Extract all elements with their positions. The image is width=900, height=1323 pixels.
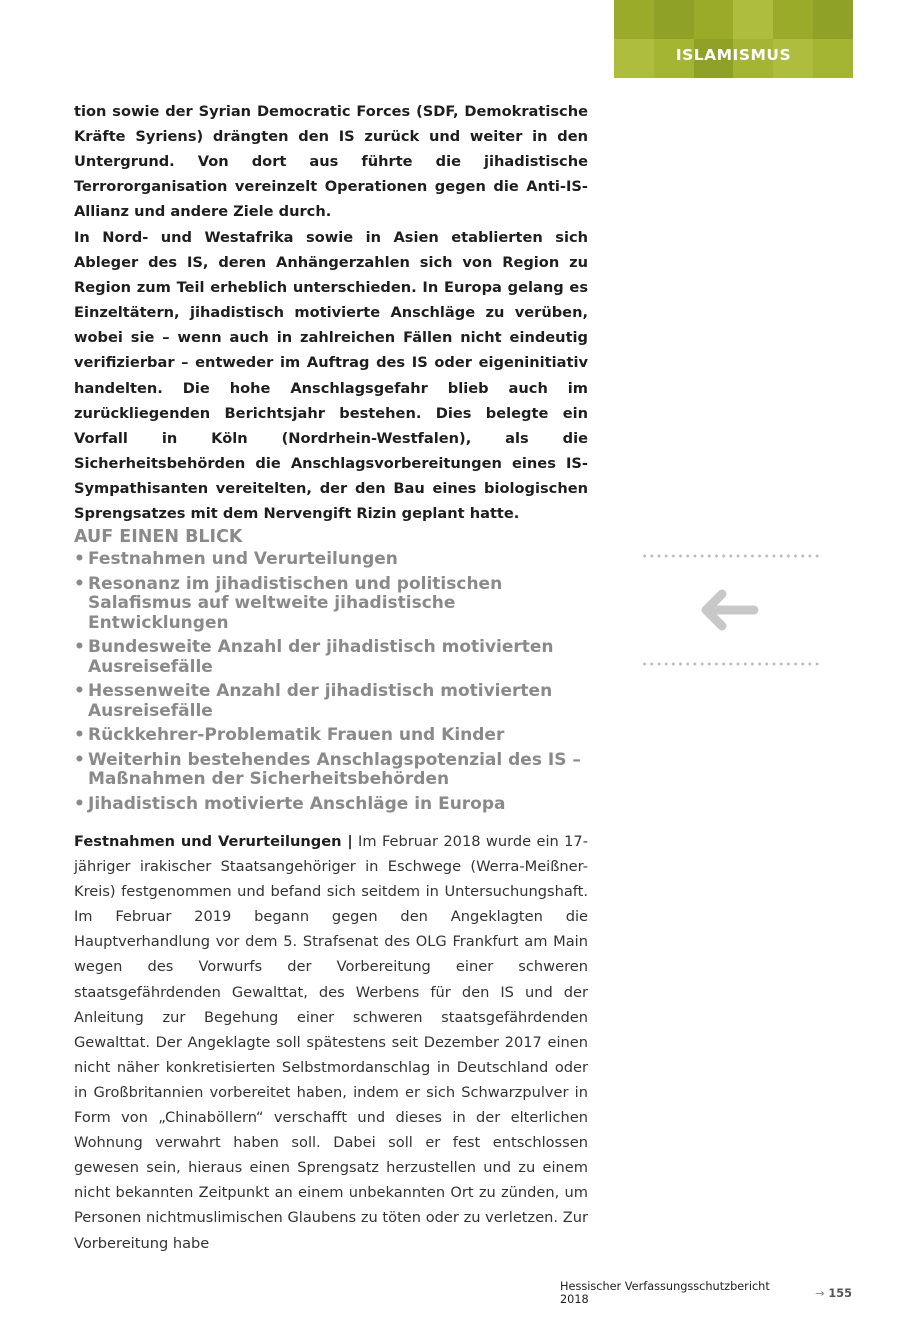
arrow-right-icon: → (814, 1286, 825, 1300)
overview-item: • Bundesweite Anzahl der jihadistisch motivierten Ausreisefälle (74, 638, 588, 677)
overview-item: • Hessenweite Anzahl der jihadistisch motivierten Ausreisefälle (74, 682, 588, 721)
overview-item: • Resonanz im jihadistischen und politischen Salafismus auf weltweite jihadistische Entwicklungen (74, 575, 588, 634)
body-paragraph-1: tion sowie der Syrian Democratic Forces (SDF, Demokratische Kräfte Syriens) drängten den IS zurück und weiter in den Untergrund. Von dort aus führte die jihadistische Terrororganisation vereinzelt Operationen gegen die Anti-IS-Allianz und andere Ziele durch. (74, 103, 588, 221)
dotted-divider-bottom (641, 662, 821, 666)
section-tag: ISLAMISMUS (675, 46, 792, 64)
overview-title: AUF EINEN BLICK (74, 527, 243, 547)
overview-item: • Weiterhin bestehendes Anschlagspotenzial des IS – Maßnahmen der Sicherheitsbehörden (74, 751, 588, 790)
page-footer (560, 1280, 852, 1306)
overview-list (74, 550, 588, 814)
page-number-block (815, 1287, 852, 1300)
overview-item: • Jihadistisch motivierte Anschläge in Europa (74, 795, 588, 815)
dotted-divider-top (641, 554, 821, 558)
section-paragraph (74, 829, 588, 1256)
overview-item: • Rückkehrer-Problematik Frauen und Kinder (74, 726, 588, 746)
overview-item: • Festnahmen und Verurteilungen (74, 550, 588, 570)
arrow-left-icon (696, 585, 760, 635)
overview-box (74, 525, 588, 819)
body-paragraph-2: In Nord- und Westafrika sowie in Asien etablierten sich Ableger des IS, deren Anhängerzahlen sich von Region zu Region zum Teil erheblich unterschieden. In Europa gelang es Einzeltätern, jihadistisch motivierte Anschläge zu verüben, wobei sie – wenn auch in zahlreichen Fällen nicht eindeutig verifizierbar – entweder im Auftrag des IS oder eigeninitiativ handelten. Die hohe Anschlagsgefahr blieb auch im zurückliegenden Berichtsjahr bestehen. Dies belegte ein Vorfall in Köln (Nordrhein-Westfalen), als die Sicherheitsbehörden die Anschlagsvorbereitungen eines IS-Sympathisanten vereitelten, der den Bau eines biologischen Sprengsatzes mit dem Nervengift Rizin geplant hatte. (74, 229, 588, 523)
section-lead: Festnahmen und Verurteilungen | (74, 833, 353, 850)
section-text: Im Februar 2018 wurde ein 17-jähriger irakischer Staatsangehöriger in Eschwege (Werra-Meißner-Kreis) festgenommen und befand sich seitdem in Untersuchungshaft. Im Februar 2019 begann gegen den Angeklagten die Hauptverhandlung vor dem 5. Strafsenat des OLG Frankfurt am Main wegen des Vorwurfs der Vorbereitung einer schweren staatsgefährdenden Gewalttat, des Werbens für den IS und der Anleitung zur Begehung einer schweren staatsgefährdenden Gewalttat. Der Angeklagte soll spätestens seit Dezember 2017 einen nicht näher konkretisierten Selbstmordanschlag in Deutschland oder in Großbritannien vorbereitet haben, indem er sich Schwarzpulver in Form von „Chinaböllern“ verschafft und dieses in der elterlichen Wohnung verwahrt haben soll. Dabei soll er fest entschlossen gewesen sein, hieraus einen Sprengsatz herzustellen und zu einem nicht bekannten Zeitpunkt an einem unbekannten Ort zu zünden, um Personen nichtmuslimischen Glaubens zu töten oder zu verletzen. Zur Vorbereitung habe (74, 833, 588, 1252)
report-title: Hessischer Verfassungsschutzbericht 2018 (560, 1280, 770, 1306)
page-number: 155 (828, 1286, 852, 1300)
